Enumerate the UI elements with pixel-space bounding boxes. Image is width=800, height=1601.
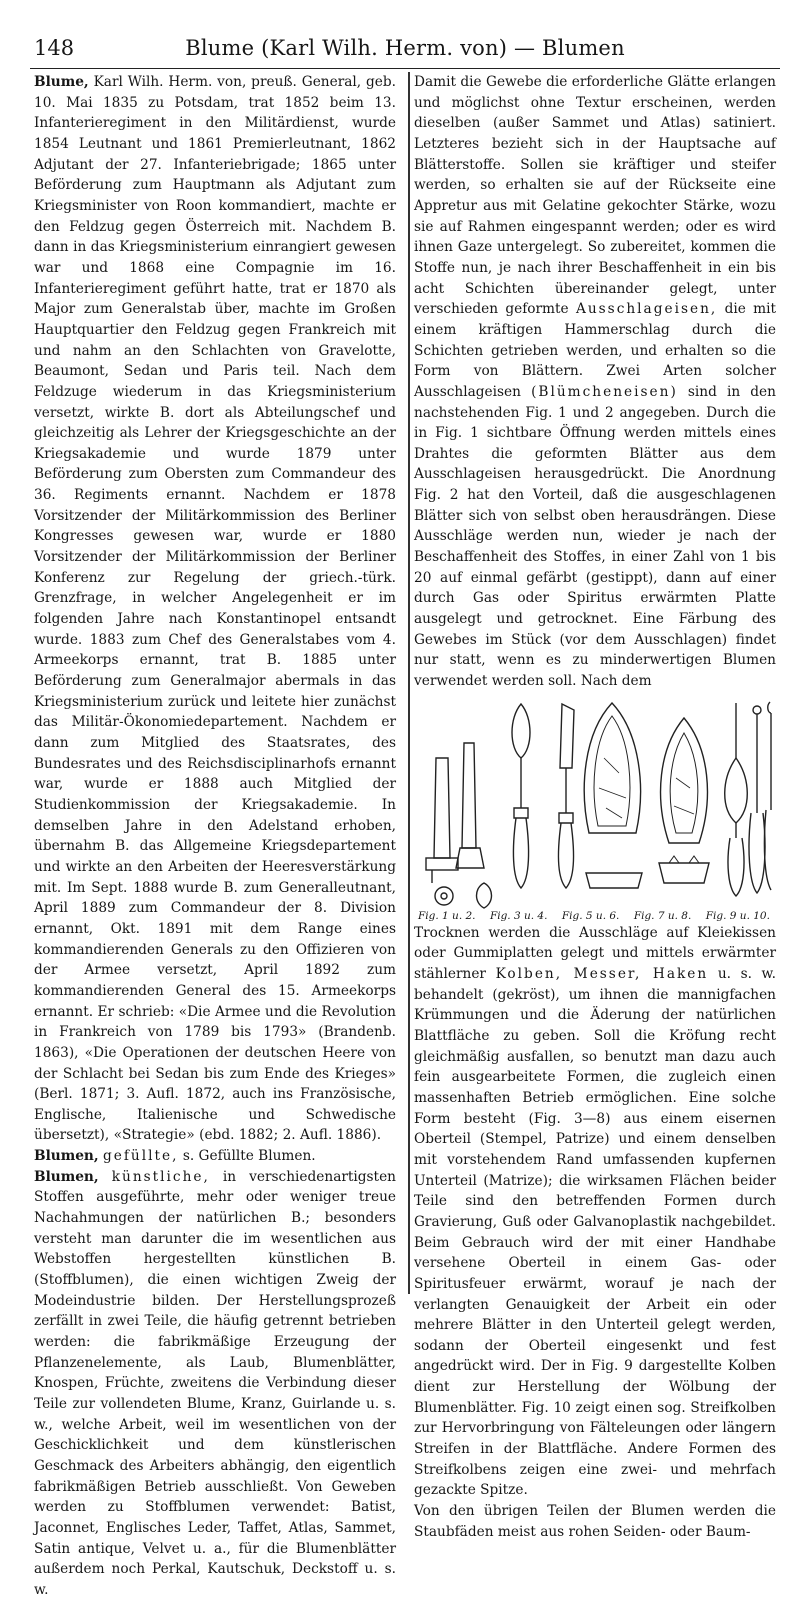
page-header [30,34,780,69]
caption-fig-3-4: Fig. 3 u. 4. [489,909,548,922]
text-segment: Trocknen werden die Ausschläge auf Kleiekissen oder Gummiplatten gelegt und mittels erwärmter stählerner [414,924,776,982]
text-segment: die mit einem kräftigen Hammerschlag durch die Schichten getrieben werden, und erhalten so die Form von Blättern. Zwei Arten solcher Ausschlageisen [414,301,776,400]
figure-captions [414,908,774,924]
punch-tool-figure-1 [426,758,458,883]
page-number: 148 [34,36,75,60]
paragraph-appretur [414,72,776,692]
text-segment: Von den übrigen Teilen der Blumen werden die Staubfäden meist aus rohen Seiden- oder Baum- [414,1503,776,1540]
tools-figure [414,698,774,923]
caption-fig-5-6: Fig. 5 u. 6. [561,909,620,922]
term-kolben: Kolben, Messer, Haken [495,966,709,982]
left-column [34,72,397,1598]
term-bluemcheneisen: (Blümcheneisen) [531,383,678,400]
entry-blumen-gefuellte [34,1146,396,1167]
tools-illustration [414,698,774,908]
text-segment: Damit die Gewebe die erforderliche Glätte erlangen und möglichst ohne Textur erscheinen, werden dieselben (außer Sammet und Atlas) satiniert. Letzteres bezieht sich in der Hauptsache auf Blätterstoffe. Sollen sie kräftiger und steifer werden, so erhalten sie auf der Rückseite eine Appretur aus mit Gelatine gekochter Stärke, wozu sie auf Rahmen eingespannt werden; oder es wird ihnen Gaze untergelegt. So zubereitet, kommen die Stoffe nun, je nach ihrer Beschaffenheit in ein bis acht Schichten übereinander gelegt, unter verschieden geformte [414,74,776,318]
headword-blumen-gefuellte: Blumen, [34,1148,99,1165]
text-segment: u. s. w. behandelt (gekröst), um ihnen die mannigfachen Krümmungen und die Äderung der natürlichen Blattfläche zu geben. Soll die Kröfung recht gleichmäßig ausfallen, so benutzt man dazu auch fein ausgearbeitete Formen, die zugleich einen massenhaften Betrieb ermöglichen. Eine solche Form besteht (Fig. 3—8) aus einem eisernen Oberteil (Stempel, Patrize) und einem denselben mit vorstehendem Rand umfassenden kupfernen Unterteil (Matrize); die wirksamen Flächen beider Teile sind den betreffenden Formen durch Gravierung, Guß oder Galvanoplastik nachgebildet. Beim Gebrauch wird der mit einer Handhabe versehene Oberteil in einem Gas- oder Spiritusfeuer erwärmt, worauf je nach der verlangten Genauigkeit der Arbeit ein oder mehrere Blätter in den Unterteil gelegt werden, sodann der Oberteil eingesenkt und fest angedrückt wird. Der in Fig. 9 dargestellte Kolben dient zur Herstellung der Wölbung der Blumenblätter. Fig. 10 zeigt einen sog. Streifkolben zur Hervorbringung von Fälteleungen oder längern Streifen in der Blattfläche. Andere Formen des Streifkolbens zeigen eine zwei- und mehrfach gezackte Spitze. [414,966,776,1499]
entry-blume-karl [34,72,396,1146]
entry-blumen-kuenstliche [34,1167,396,1601]
headword-blumen-kuenstliche: Blumen, [34,1168,99,1185]
caption-fig-1-2: Fig. 1 u. 2. [418,909,476,922]
term-gefuellte: gefüllte, [103,1148,179,1165]
entry-gefuellte-body: s. Gefüllte Blumen. [182,1148,316,1165]
caption-fig-7-8: Fig. 7 u. 8. [633,909,692,922]
entry-kuenstliche-body: in verschiedenartigsten Stoffen ausgeführte, mehr oder weniger treue Nachahmungen der natürlichen B.; besonders versteht man darunter die im wesentlichen aus Webstoffen hergestellten künstlichen B. (Stoffblumen), die einen wichtigen Zweig der Modeindustrie bilden. Der Herstellungsprozeß zerfällt in zwei Teile, die häufig getrennt betrieben werden: die fabrikmäßige Erzeugung der Pflanzenelemente, als Laub, Blumenblätter, Knospen, Früchte, zweitens die Verbindung dieser Teile zur vollendeten Blume, Kranz, Guirlande u. s. w., welche Arbeit, weil im wesentlichen von der Geschicklichkeit und dem künstlerischen Geschmack des Arbeiters abhängig, den eigentlich fabrikmäßigen Betrieb ausschließt. Von Geweben werden zu Stoffblumen verwendet: Batist, Jaconnet, Englisches Leder, Taffet, Atlas, Sammet, Satin antique, Velvet u. a., für die Blumenblätter außerdem noch Perkal, Kautschuk, Deckstoff u. s. w. [34,1168,396,1598]
term-ausschlageisen: Ausschlageisen, [575,301,718,318]
running-head: Blume (Karl Wilh. Herm. von) — Blumen [185,36,625,60]
column-divider [408,72,410,1294]
caption-fig-9-10: Fig. 9 u. 10. [705,909,770,922]
right-column [414,72,776,1540]
entry-blume-body: Karl Wilh. Herm. von, preuß. General, geb. 10. Mai 1835 zu Potsdam, trat 1852 beim 13. Infanterieregiment in den Militärdienst, wurde 1854 Leutnant und 1861 Premierleutnant, 1862 Adjutant der 27. Infanteriebrigade; 1865 unter Beförderung zum Hauptmann als Adjutant zum Kriegsminister von Roon kommandiert, machte er den Feldzug gegen Österreich mit. Nachdem B. dann in das Kriegsministerium einrangiert gewesen war und 1868 eine Compagnie im 16. Infanterieregiment geführt hatte, trat er 1870 als Major zum Generalstab über, machte im Großen Hauptquartier den Feldzug gegen Frankreich mit und nahm an den Schlachten von Gravelotte, Beaumont, Sedan und Paris teil. Nach dem Feldzuge wiederum in das Kriegsministerium versetzt, wirkte B. dort als Abteilungschef und gleichzeitig als Lehrer der Kriegsgeschichte an der Kriegsakademie und wurde 1879 unter Beförderung zum Obersten zum Commandeur des 36. Regiments ernannt. Nachdem er 1878 Vorsitzender der Militärkommission des Berliner Kongresses gewesen war, wurde er 1880 Vorsitzender der Militärkommission der Berliner Konferenz zur Regelung der griech.-türk. Grenzfrage, in welcher Angelegenheit er im folgenden Jahre nach Konstantinopel entsandt wurde. 1883 zum Chef des Generalstabes vom 4. Armeekorps ernannt, trat B. 1885 unter Beförderung zum Generalmajor abermals in das Kriegsministerium zurück und leitete hier zunächst das Militär-Ökonomiedepartement. Nachdem er dann zum Mitglied des Staatsrates, des Bundesrates und des Reichsdisciplinarhofs ernannt war, wurde er 1888 auch Mitglied der Studienkommission der Kriegsakademie. In demselben Jahre in den Adelstand erhoben, übernahm B. das Allgemeine Kriegsdepartement und wirkte an den Arbeiten der Heeresverstärkung mit. Im Sept. 1888 wurde B. zum Generalleutnant, April 1889 zum Commandeur der 8. Division ernannt, Okt. 1891 mit dem Range eines kommandierenden Generals zu den Offizieren von der Armee versetzt, April 1892 zum kommandierenden General des 15. Armeekorps ernannt. Er schrieb: «Die Armee und die Revolution in Frankreich von 1789 bis 1793» (Brandenb. 1863), «Die Operationen der deutschen Heere von der Schlacht bei Sedan bis zum Ende des Krieges» (Berl. 1871; 3. Aufl. 1872, auch ins Französische, Englische, Italienische und Schwedische übersetzt), «Strategie» (ebd. 1882; 2. Aufl. 1886). [34,74,397,1144]
term-kuenstliche: künstliche, [111,1168,210,1185]
paragraph-staubfaeden [414,1501,776,1542]
text-segment: sind in den nachstehenden Fig. 1 und 2 angegeben. Durch die in Fig. 1 sichtbare Öffnung werden mittels eines Drahtes die geformten Blätter aus dem Ausschlageisen herausgedrückt. Die Anordnung Fig. 2 hat den Vorteil, daß die ausgeschlagenen Blätter sich von selbst oben herausdrängen. Diese Ausschläge werden nun, wieder je nach der Beschaffenheit des Stoffes, in einer Zahl von 1 bis 20 auf einmal gefärbt (gestippt), dann auf einer durch Gas oder Spiritus erwärmten Platte ausgelegt und getrocknet. Eine Färbung des Gewebes im Stück (vor dem Ausschlagen) findet nur statt, wenn es zu minderwertigen Blumen verwendet werden soll. Nach dem [414,383,776,690]
paragraph-kroesen [414,923,776,1501]
headword-blume: Blume, [34,74,89,90]
